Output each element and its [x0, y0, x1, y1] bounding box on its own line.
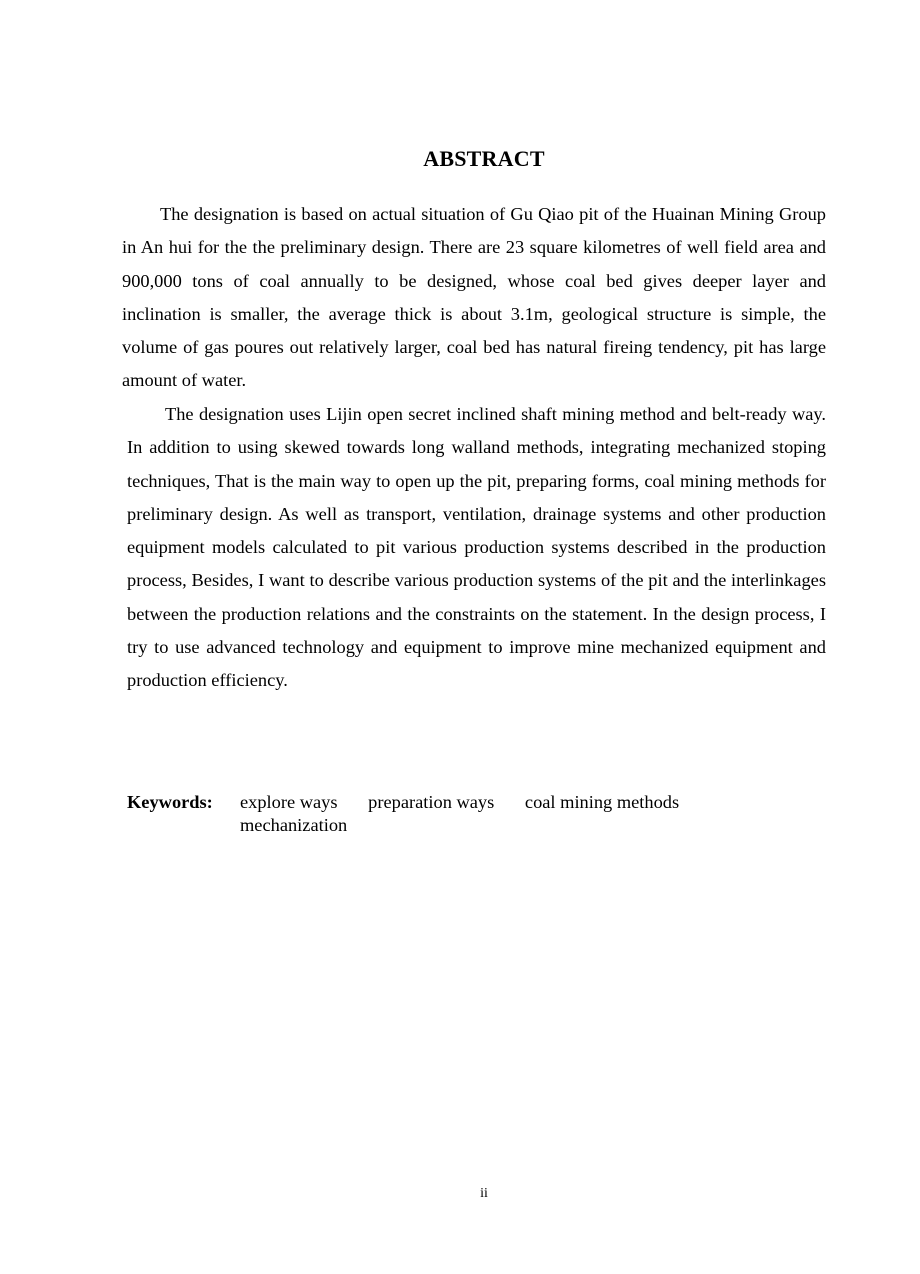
page-number: ii	[480, 1186, 488, 1201]
abstract-title: ABSTRACT	[423, 146, 545, 171]
abstract-paragraph-2: The designation uses Lijin open secret inclined shaft mining method and belt-ready way. In addition to using skewed towards long walland methods, integrating mechanized stoping techniques, That is the main way to open up the pit, preparing forms, coal mining methods for preliminary design. As well as transport, ventilation, drainage systems and other production equipment models calculated to pit various production systems described in the production process, Besides, I want to describe various production systems of the pit and the interlinkages between the production relations and the constraints on the statement. In the design process, I try to use advanced technology and equipment to improve mine mechanized equipment and production efficiency.	[127, 404, 826, 691]
keywords-label: Keywords:	[127, 792, 213, 812]
keyword-item: mechanization	[240, 815, 348, 835]
keyword-item: preparation ways	[368, 792, 495, 812]
keyword-item: explore ways	[240, 792, 338, 812]
keywords-list	[240, 791, 800, 837]
keyword-item: coal mining methods	[524, 792, 680, 812]
abstract-paragraph-1: The designation is based on actual situation of Gu Qiao pit of the Huainan Mining Group in An hui for the the preliminary design. There are 23 square kilometres of well field area and 900,000 tons of coal annually to be designed, whose coal bed gives deeper layer and inclination is smaller, the average thick is about 3.1m, geological structure is simple, the volume of gas poures out relatively larger, coal bed has natural fireing tendency, pit has large amount of water.	[122, 204, 826, 391]
